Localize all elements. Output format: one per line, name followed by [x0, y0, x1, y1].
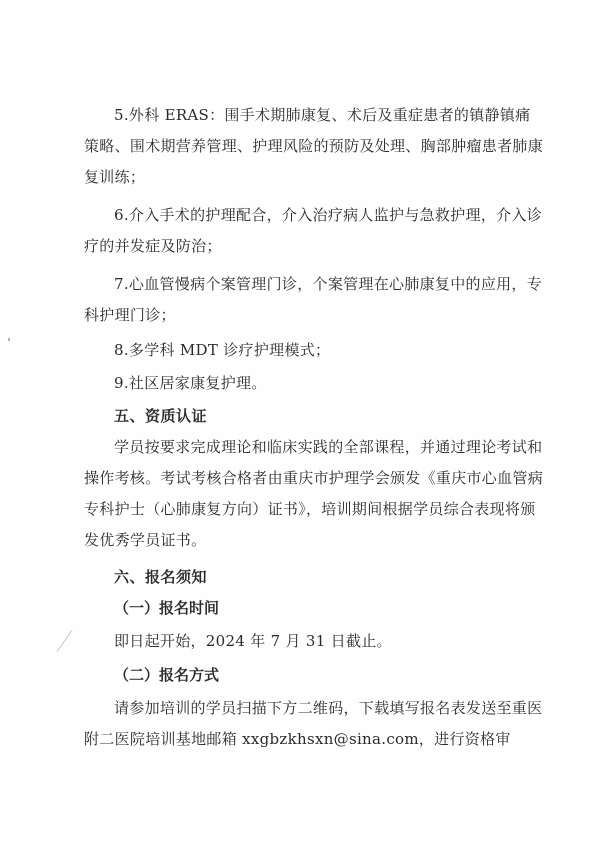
- subheading-registration-time: （一）报名时间: [114, 599, 220, 617]
- document-body: [84, 100, 544, 755]
- list-item-8: 8.多学科 MDT 诊疗护理模式；: [114, 341, 331, 359]
- scan-speck: [8, 338, 10, 341]
- list-item-6: 6.介入手术的护理配合，介入治疗病人监护与急救护理，介入诊疗的并发症及防治；: [84, 206, 543, 255]
- qualification-paragraph: 学员按要求完成理论和临床实践的全部课程，并通过理论考试和操作考核。考试考核合格者由重庆市护理学会颁发《重庆市心血管病专科护士（心肺康复方向）证书》，培训期间根据学员综合表现将颁发优秀学员证书。: [84, 438, 544, 549]
- subheading-registration-method: （二）报名方式: [114, 666, 220, 684]
- section-heading-qualification: 五、资质认证: [114, 407, 208, 425]
- scan-scratch: [57, 630, 73, 652]
- list-item-7: 7.心血管慢病个案管理门诊，个案管理在心肺康复中的应用，专科护理门诊；: [84, 275, 543, 324]
- section-heading-registration: 六、报名须知: [114, 568, 208, 586]
- registration-method-paragraph: 请参加培训的学员扫描下方二维码，下载填写报名表发送至重医附二医院培训基地邮箱 xxgbzkhsxn@sina.com，进行资格审: [84, 699, 543, 748]
- registration-time-paragraph: 即日起开始，2024 年 7 月 31 日截止。: [114, 632, 392, 650]
- list-item-5: 5.外科 ERAS：围手术期肺康复、术后及重症患者的镇静镇痛策略、围术期营养管理、护理风险的预防及处理、胸部肿瘤患者肺康复训练；: [84, 106, 544, 186]
- list-item-9: 9.社区居家康复护理。: [114, 374, 267, 392]
